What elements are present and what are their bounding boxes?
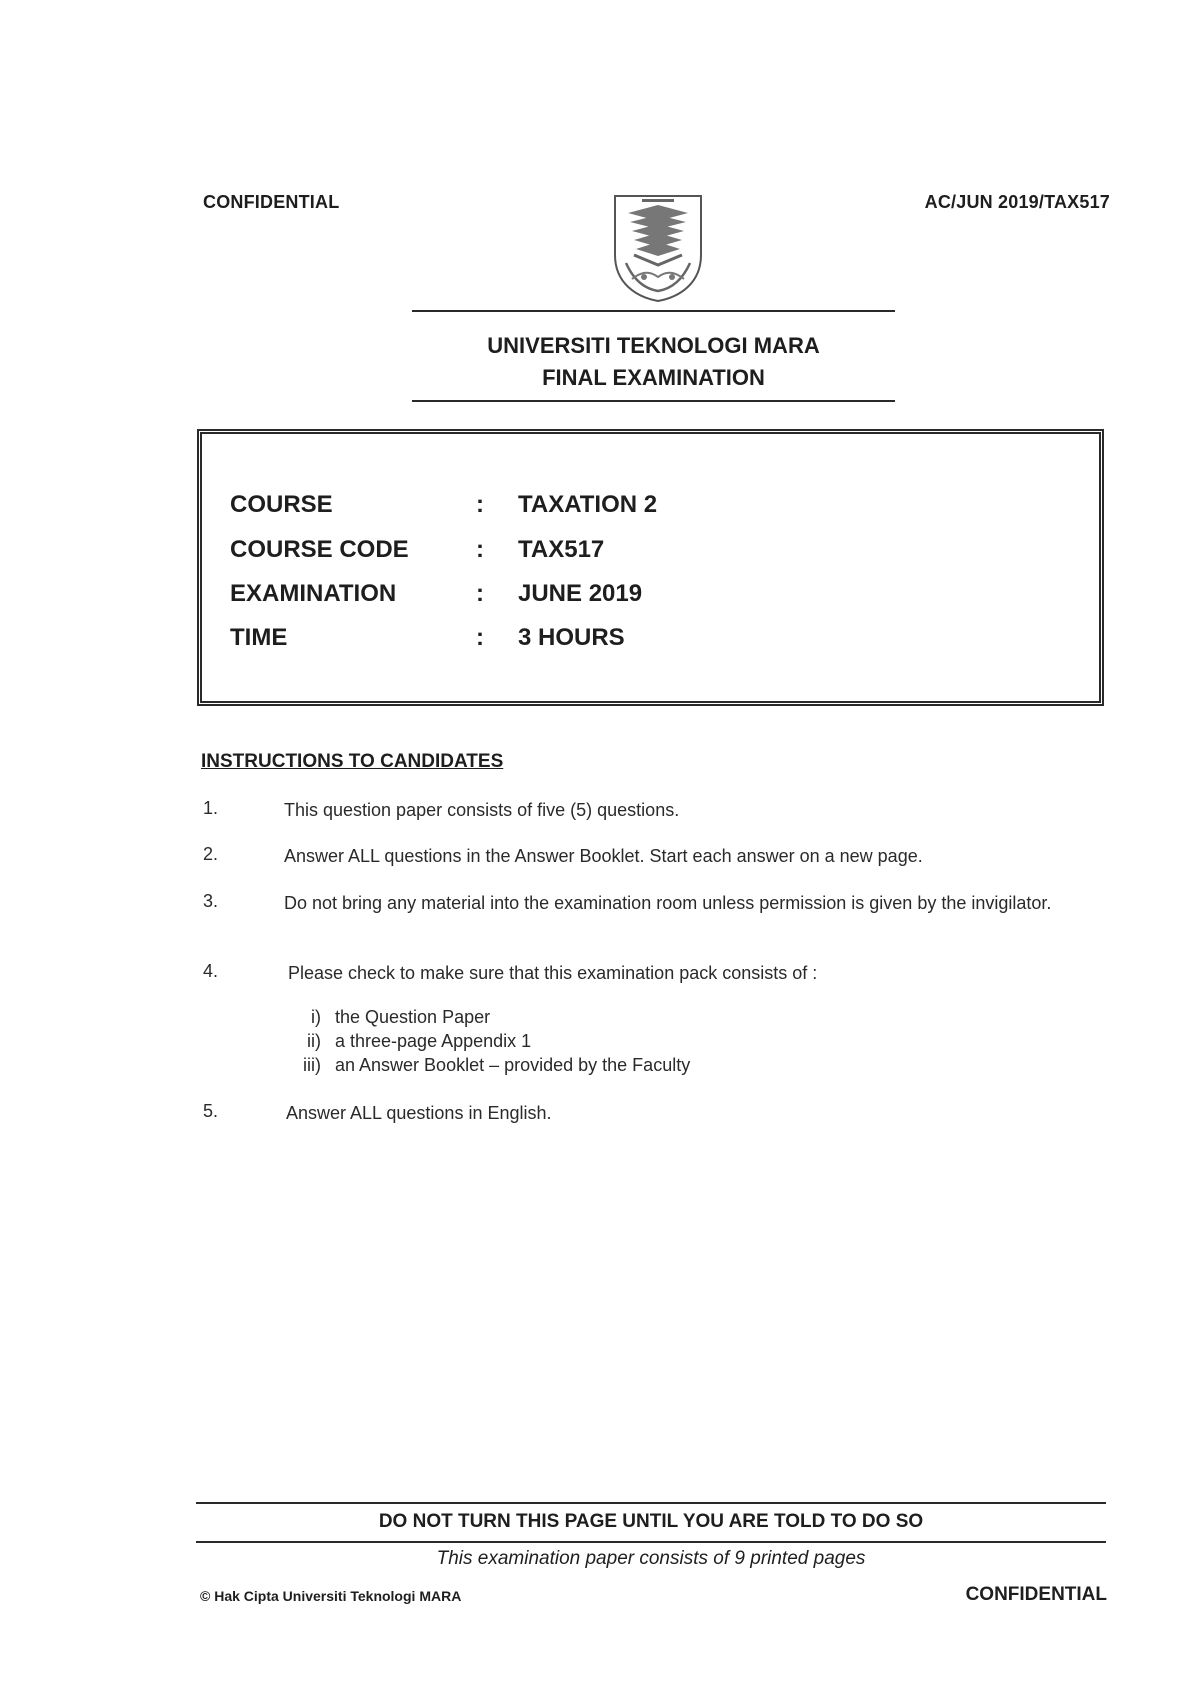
info-colon: : <box>476 580 484 607</box>
info-label: COURSE CODE <box>230 536 409 563</box>
footer-confidential: CONFIDENTIAL <box>965 1584 1107 1605</box>
header-confidential: CONFIDENTIAL <box>203 192 340 212</box>
instruction-number: 3. <box>203 891 219 911</box>
course-info-box <box>197 429 1104 706</box>
course-row <box>202 491 1099 531</box>
exam-type: FINAL EXAMINATION <box>542 365 765 390</box>
pack-item-number: ii) <box>307 1031 321 1051</box>
pack-item-number: iii) <box>303 1055 321 1075</box>
paper-code: AC/JUN 2019/TAX517 <box>924 192 1110 212</box>
info-label: EXAMINATION <box>230 580 397 607</box>
info-label: TIME <box>230 624 288 651</box>
info-value: TAX517 <box>518 536 605 563</box>
footer-warning: DO NOT TURN THIS PAGE UNTIL YOU ARE TOLD TO DO SO <box>378 1511 924 1532</box>
copyright-notice: © Hak Cipta Universiti Teknologi MARA <box>200 1588 462 1604</box>
instruction-number: 1. <box>203 798 219 818</box>
time-row <box>202 624 1099 664</box>
info-value: 3 HOURS <box>518 624 625 651</box>
instruction-number: 2. <box>203 844 219 864</box>
info-colon: : <box>476 536 484 563</box>
info-colon: : <box>476 624 484 651</box>
info-colon: : <box>476 491 484 518</box>
page-count-note: This examination paper consists of 9 printed pages <box>436 1548 866 1569</box>
instruction-number: 4. <box>203 961 219 981</box>
instruction-text: This question paper consists of five (5) questions. <box>284 800 680 820</box>
university-name: UNIVERSITI TEKNOLOGI MARA <box>487 333 820 358</box>
instruction-text: Do not bring any material into the examination room unless permission is given by the invigilator. <box>284 893 1052 913</box>
title-bottom-rule <box>412 400 895 402</box>
info-value: TAXATION 2 <box>518 491 658 518</box>
info-value: JUNE 2019 <box>518 580 643 607</box>
pack-item-text: an Answer Booklet – provided by the Faculty <box>335 1055 691 1075</box>
footer-middle-rule <box>196 1541 1106 1543</box>
pack-item-text: the Question Paper <box>335 1007 491 1027</box>
instruction-text: Please check to make sure that this examination pack consists of : <box>288 963 818 983</box>
title-top-rule <box>412 310 895 312</box>
instructions-title: INSTRUCTIONS TO CANDIDATES <box>201 751 504 772</box>
instruction-text: Answer ALL questions in the Answer Booklet. Start each answer on a new page. <box>284 846 923 866</box>
info-label: COURSE <box>230 491 333 518</box>
pack-item-number: i) <box>311 1007 321 1027</box>
pack-item-text: a three-page Appendix 1 <box>335 1031 532 1051</box>
instruction-number: 5. <box>203 1101 219 1121</box>
university-crest-icon <box>612 193 704 303</box>
page-title <box>400 330 907 394</box>
course-code-row <box>202 536 1099 576</box>
examination-row <box>202 580 1099 620</box>
instruction-text: Answer ALL questions in English. <box>286 1103 552 1123</box>
footer-top-rule <box>196 1502 1106 1504</box>
